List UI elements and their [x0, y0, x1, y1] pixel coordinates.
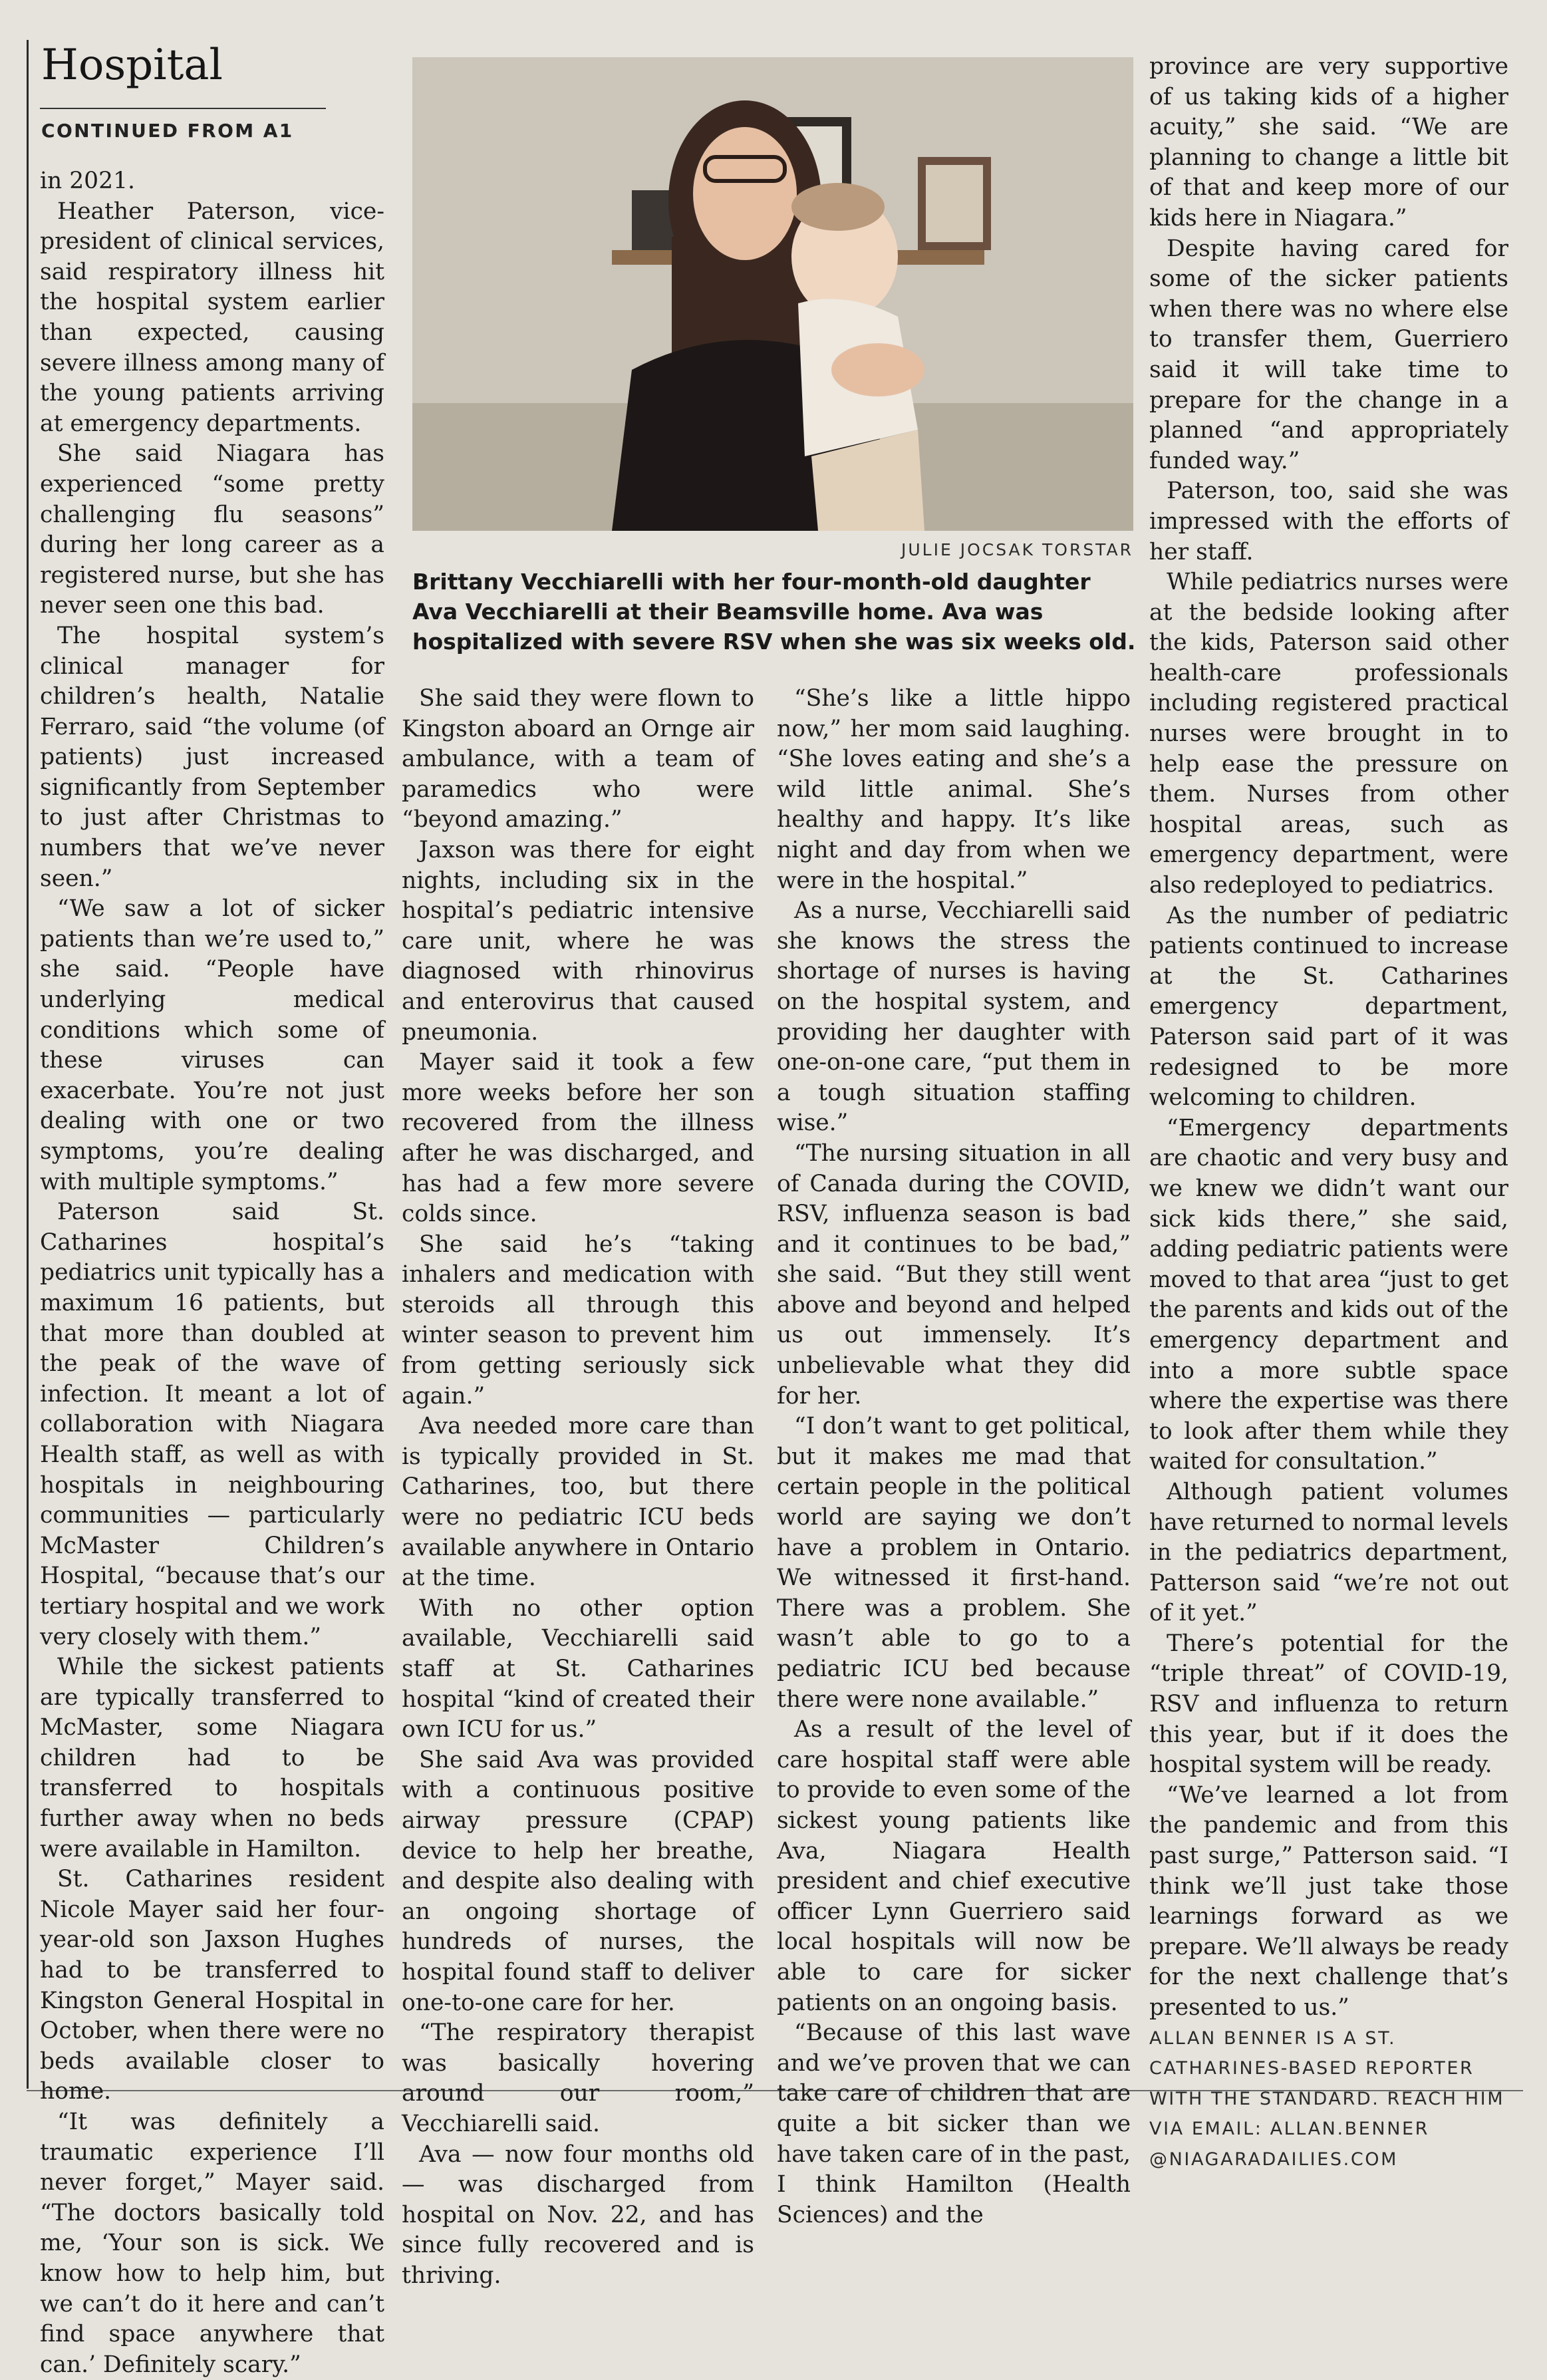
paragraph: “I don’t want to get political, but it makes me mad that certain people in the political world are saying we don’t have a problem in Ontario. We witnessed it first-hand. There was a problem. She wasn’t able to go to a pediatric ICU bed because there were none available.”	[777, 1413, 1131, 1713]
photo-credit: JULIE JOCSAK TORSTAR	[901, 540, 1133, 559]
paragraph: “We’ve learned a lot from the pandemic and from this past surge,” Patterson said. “I think we’ll just take those learnings forward as we prepare. We’ll always be ready for the next challenge that’s presented to us.”	[1149, 1781, 1508, 2021]
paragraph: While the sickest patients are typically transferred to McMaster, some Niagara children had to be transferred to hospitals further away when no beds were available in Hamilton.	[40, 1654, 384, 1862]
photo-caption: Brittany Vecchiarelli with her four-month-old daughter Ava Vecchiarelli at their Beamsville home. Ava was hospitalized with severe RSV when she was six weeks old.	[412, 569, 1136, 655]
paragraph: Mayer said it took a few more weeks before her son recovered from the illness after he was discharged, and has had a few more severe colds since.	[402, 1049, 754, 1228]
paragraph: “Because of this last wave and we’ve proven that we can take care of children that are quite a bit sicker than we have taken care of in the past, I think Hamilton (Health Sciences) and the	[777, 2019, 1131, 2228]
paragraph: in 2021.	[40, 168, 135, 194]
paragraph: “She’s like a little hippo now,” her mom said laughing. “She loves eating and she’s a wild little animal. She’s healthy and happy. It’s like night and day from when we were in the hospital.”	[777, 685, 1131, 894]
paragraph: Although patient volumes have returned to normal levels in the pediatrics department, Patterson said “we’re not out of it yet.”	[1149, 1478, 1508, 1627]
article-column-4	[1149, 52, 1508, 2175]
paragraph: Heather Paterson, vice-president of clinical services, said respiratory illness hit the hospital system earlier than expected, causing severe illness among many of the young patients arriving at emergency departments.	[40, 198, 384, 437]
paragraph: Despite having cared for some of the sicker patients when there was no where else to transfer them, Guerriero said it will take time to prepare for the change in a planned “and appropriately funded way.”	[1149, 235, 1508, 474]
article-column-2	[402, 684, 754, 2291]
article-column-3	[777, 684, 1131, 2230]
paragraph: As a nurse, Vecchiarelli said she knows the stress the shortage of nurses is having on the hospital system, and providing her daughter with one-on-one care, “put them in a tough situation staffing wise.”	[777, 897, 1131, 1137]
paragraph: Ava — now four months old — was discharged from hospital on Nov. 22, and has since fully recovered and is thriving.	[402, 2141, 754, 2289]
photo-illustration	[412, 57, 1133, 531]
paragraph: “The respiratory therapist was basically hovering around our room,” Vecchiarelli said.	[402, 2019, 754, 2137]
section-title: Hospital	[41, 41, 223, 90]
paragraph: With no other option available, Vecchiarelli said staff at St. Catharines hospital “kind of created their own ICU for us.”	[402, 1594, 754, 1743]
paragraph: There’s potential for the “triple threat” of COVID-19, RSV and influenza to return this year, but if it does the hospital system will be ready.	[1149, 1630, 1508, 1779]
paragraph: As the number of pediatric patients continued to increase at the St. Catharines emergency department, Paterson said part of it was redesigned to be more welcoming to children.	[1149, 902, 1508, 1112]
paragraph: “It was definitely a traumatic experience I’ll never forget,” Mayer said. “The doctors basically told me, ‘Your son is sick. We know how to help him, but we can’t do it here and can’t find space anywhere that can.’ Definitely scary.”	[40, 2109, 384, 2378]
paragraph: While pediatrics nurses were at the bedside looking after the kids, Paterson said other health-care professionals including registered practical nurses were brought in to help ease the pressure on them. Nurses from other hospital areas, such as emergency department, were also redeployed to pediatrics.	[1149, 569, 1508, 899]
paragraph: Paterson, too, said she was impressed with the efforts of her staff.	[1149, 478, 1508, 565]
paragraph: Ava needed more care than is typically provided in St. Catharines, too, but there were no pediatric ICU beds available anywhere in Ontario at the time.	[402, 1413, 754, 1592]
paragraph: She said they were flown to Kingston aboard an Ornge air ambulance, with a team of paramedics who were “beyond amazing.”	[402, 685, 754, 833]
article-column-1	[40, 166, 384, 2380]
left-column-rule	[27, 40, 29, 2089]
paragraph: She said Ava was provided with a continuous positive airway pressure (CPAP) device to help her breathe, and despite also dealing with an ongoing shortage of hundreds of nurses, the hospital found staff to deliver one-to-one care for her.	[402, 1746, 754, 2016]
paragraph: Jaxson was there for eight nights, including six in the hospital’s pediatric intensive care unit, where he was diagnosed with rhinovirus and enterovirus that caused pneumonia.	[402, 836, 754, 1046]
paragraph: “Emergency departments are chaotic and very busy and we knew we didn’t want our sick kids there,” she said, adding pediatric patients were moved to that area “just to get the parents and kids out of the emergency department and into a more subtle space where the expertise was there to look after them while they waited for consultation.”	[1149, 1114, 1508, 1475]
paragraph: She said Niagara has experienced “some pretty challenging flu seasons” during her long career as a registered nurse, but she has never seen one this bad.	[40, 440, 384, 619]
paragraph: She said he’s “taking inhalers and medication with steroids all through this winter season to prevent him from getting seriously sick again.”	[402, 1231, 754, 1410]
article-photo	[412, 57, 1133, 531]
paragraph: province are very supportive of us taking kids of a higher acuity,” she said. “We are planning to change a little bit of that and keep more of our kids here in Niagara.”	[1149, 53, 1508, 231]
paragraph: St. Catharines resident Nicole Mayer said her four-year-old son Jaxson Hughes had to be transferred to Kingston General Hospital in October, when there were no beds available closer to home.	[40, 1866, 384, 2105]
paragraph: Paterson said St. Catharines hospital’s pediatrics unit typically has a maximum 16 patients, but that more than doubled at the peak of the wave of infection. It meant a lot of collaboration with Niagara Health staff, as well as with hospitals in neighbouring communities — particularly McMaster Children’s Hospital, “because that’s our tertiary hospital and we work very closely with them.”	[40, 1199, 384, 1650]
paragraph: “We saw a lot of sicker patients than we’re used to,” she said. “People have underlying medical conditions which some of these viruses can exacerbate. You’re not just dealing with one or two symptoms, you’re dealing with multiple symptoms.”	[40, 895, 384, 1195]
continued-label: CONTINUED FROM A1	[41, 120, 294, 142]
title-rule	[40, 108, 326, 109]
paragraph: As a result of the level of care hospital staff were able to provide to even some of the sickest young patients like Ava, Niagara Health president and chief executive officer Lynn Guerriero said local hospitals will now be able to care for sicker patients on an ongoing basis.	[777, 1716, 1131, 2016]
author-bio: ALLAN BENNER IS A ST. CATHARINES-BASED REPORTER WITH THE STANDARD. REACH HIM VIA EMAIL: ALLAN.BENNER @NIAGARADAILIES.COM	[1149, 2027, 1505, 2170]
paragraph: “The nursing situation in all of Canada during the COVID, RSV, influenza season is bad and it continues to be bad,” she said. “But they still went above and beyond and helped us out immensely. It’s unbelievable what they did for her.	[777, 1139, 1131, 1410]
paragraph: The hospital system’s clinical manager for children’s health, Natalie Ferraro, said “the volume (of patients) just increased significantly from September to just after Christmas to numbers that we’ve never seen.”	[40, 622, 384, 892]
